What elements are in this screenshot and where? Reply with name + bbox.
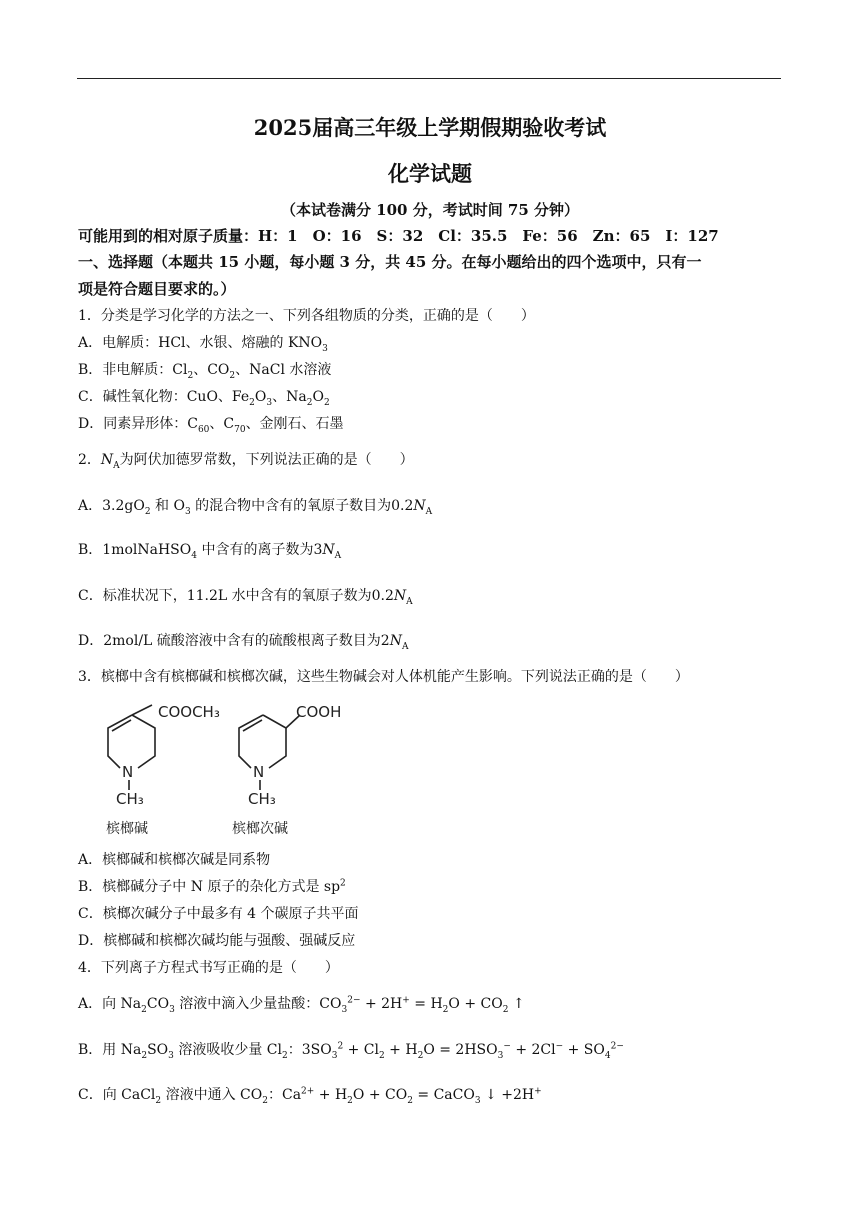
q2-option-b: B．1molNaHSO$_4$ 中含有的离子数为$3N_A$ [78,542,342,561]
struct2-name: 槟榔次碱 [232,821,288,837]
section-heading-line2: 项是符合题目要求的。） [78,280,236,298]
q4-option-b: B．用 $Na_2SO_3$ 溶液吸收少量 $Cl_2$：$3SO_3^2 + Cl_2 + H_2O = 2HSO_3^- + 2Cl^- + SO_4^{2-}$ [78,1041,624,1061]
q2-option-a: A．$3.2gO_2$ 和 $O_3$ 的混合物中含有的氧原子数目为$0.2N_A$ [78,498,433,517]
q2-option-c: C．标准状况下，11.2L 水中含有的氧原子数为$0.2N_A$ [78,588,413,607]
q1-option-a: A．电解质：HCl、水银、熔融的 $KNO_3$ [78,335,328,354]
struct1-methyl-label: CH₃ [116,790,144,808]
q1-option-b: B．非电解质：$Cl_2$、$CO_2$、NaCl 水溶液 [78,362,332,381]
q3-option-a: A．槟榔碱和槟榔次碱是同系物 [78,852,271,868]
section-heading-line1: 一、选择题（本题共 15 小题，每小题 3 分，共 45 分。在每小题给出的四个选项中，只有一 [78,253,702,271]
exam-note: （本试卷满分 100 分，考试时间 75 分钟） [280,201,580,219]
q1-option-c: C．碱性氧化物：CuO、$Fe_2O_3$、$Na_2O_2$ [78,389,330,408]
atomic-masses: 可能用到的相对原子质量：H：1 O：16 S：32 Cl：35.5 Fe：56 Zn：65 I：127 [78,227,719,245]
q3-option-c: C．槟榔次碱分子中最多有 4 个碳原子共平面 [78,906,359,922]
struct2-group-label: COOH [296,703,342,721]
q1-option-d: D．同素异形体：$C_{60}$、$C_{70}$、金刚石、石墨 [78,416,344,435]
q4-option-a: A．向 $Na_2CO_3$ 溶液中滴入少量盐酸：$CO_3^{2-} + 2H^+ = H_2O + CO_2$ ↑ [78,995,525,1015]
q3-option-d: D．槟榔碱和槟榔次碱均能与强酸、强碱反应 [78,933,356,949]
q4-stem: 4．下列离子方程式书写正确的是（ ） [78,960,339,976]
struct1-n-label: N [122,763,134,781]
struct2-n-label: N [253,763,265,781]
q3-stem: 3．槟榔中含有槟榔碱和槟榔次碱，这些生物碱会对人体机能产生影响。下列说法正确的是（ ） [78,669,689,685]
structure-figure [100,700,355,843]
exam-subtitle: 化学试题 [388,161,472,186]
header-rule [77,78,781,79]
q2-option-d: D．2mol/L 硫酸溶液中含有的硫酸根离子数目为$2N_A$ [78,633,409,652]
struct1-name: 槟榔碱 [106,821,148,837]
struct2-methyl-label: CH₃ [248,790,276,808]
q3-option-b: B．槟榔碱分子中 N 原子的杂化方式是 $sp^2$ [78,878,346,895]
q4-option-c: C．向 CaCl$_2$ 溶液中通入 $CO_2$：$Ca^{2+} + H_2O + CO_2$ = CaCO$_3$ ↓ +2H+ [78,1086,542,1106]
structure-svg [100,700,355,843]
q2-stem: 2．$N_A$为阿伏加德罗常数，下列说法正确的是（ ） [78,452,414,471]
q1-stem: 1．分类是学习化学的方法之一、下列各组物质的分类，正确的是（ ） [78,308,535,324]
exam-title: 2025届高三年级上学期假期验收考试 [253,115,607,140]
struct1-group-label: COOCH₃ [158,703,220,721]
